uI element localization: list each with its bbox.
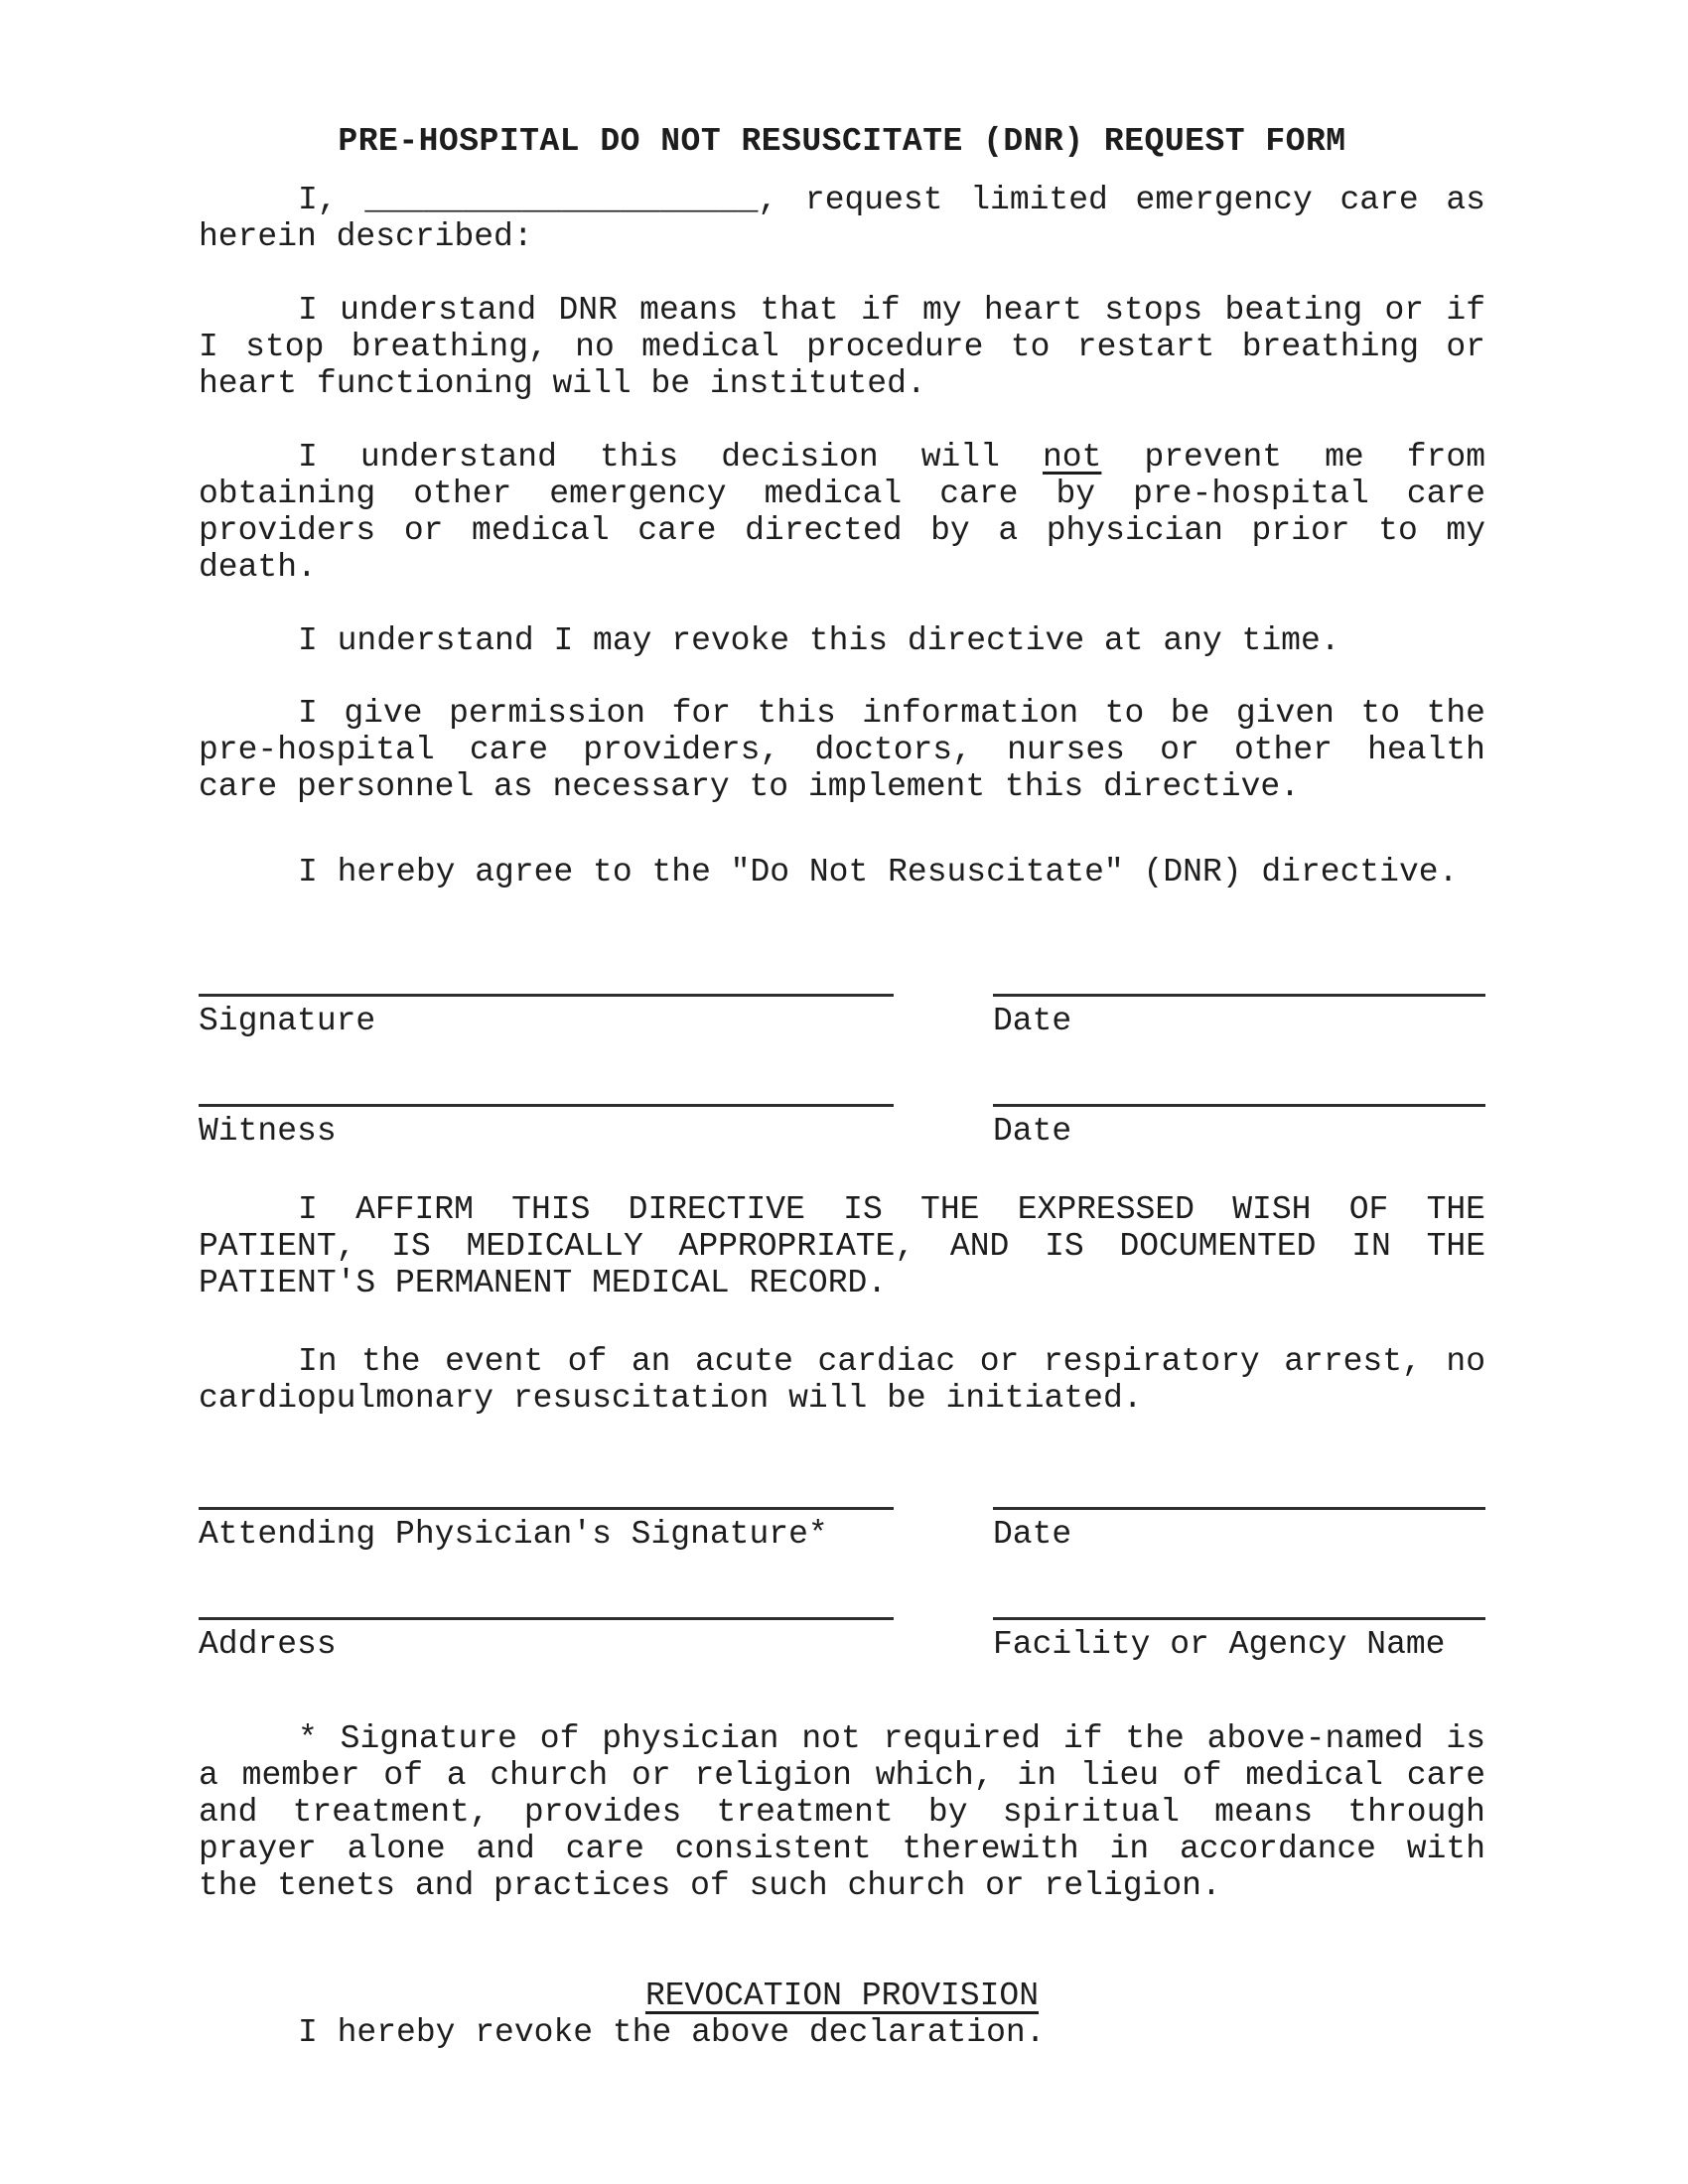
paragraph-line: prayer alone and care consistent therewith in accordance with	[199, 1831, 1485, 1867]
paragraph-line: herein described:	[199, 218, 533, 255]
date-line	[993, 1507, 1485, 1553]
revocation-provision-heading	[199, 1978, 1485, 2014]
paragraph-agree	[199, 854, 1485, 890]
paragraph-line: I AFFIRM THIS DIRECTIVE IS THE EXPRESSED WISH OF THE	[298, 1191, 1485, 1228]
signature-line	[199, 994, 894, 1039]
paragraph-line: PATIENT'S PERMANENT MEDICAL RECORD.	[199, 1265, 888, 1301]
signature-date-row	[199, 994, 1485, 1039]
date-label: Date	[993, 1113, 1072, 1150]
paragraph-revoke-anytime	[199, 622, 1485, 659]
witness-line	[199, 1104, 894, 1150]
paragraph-physician-exception	[199, 1720, 1485, 1904]
signature-label: Signature	[199, 1003, 376, 1039]
paragraph-line: obtaining other emergency medical care by pre-hospital care	[199, 476, 1485, 512]
address-line	[199, 1617, 894, 1663]
paragraph-line: In the event of an acute cardiac or respiratory arrest, no	[298, 1343, 1485, 1380]
address-facility-row	[199, 1617, 1485, 1663]
physician-signature-line	[199, 1507, 894, 1553]
paragraph-line: a member of a church or religion which, in lieu of medical care	[199, 1757, 1485, 1794]
name-blank-field: ____________________	[364, 182, 759, 218]
paragraph-line: PATIENT, IS MEDICALLY APPROPRIATE, AND IS DOCUMENTED IN THE	[199, 1228, 1485, 1265]
paragraph-line: * Signature of physician not required if the above-named is	[298, 1720, 1485, 1757]
address-label: Address	[199, 1626, 337, 1663]
paragraph-line: I understand DNR means that if my heart stops beating or if	[298, 292, 1485, 329]
paragraph-revoke-declaration	[199, 2014, 1485, 2051]
decision-line-post: prevent me from	[1101, 439, 1485, 476]
paragraph-line: I give permission for this information to be given to the	[298, 695, 1485, 732]
paragraph-line: I hereby revoke the above declaration.	[298, 2014, 1046, 2051]
form-title: PRE-HOSPITAL DO NOT RESUSCITATE (DNR) REQUEST FORM	[338, 123, 1346, 160]
paragraph-line: providers or medical care directed by a physician prior to my	[199, 512, 1485, 549]
request-line-pre: I,	[298, 182, 365, 218]
paragraph-permission	[199, 695, 1485, 805]
underlined-word-not: not	[1042, 439, 1102, 476]
paragraph-line: I stop breathing, no medical procedure to restart breathing or	[199, 329, 1485, 365]
date-label: Date	[993, 1516, 1072, 1553]
decision-line-pre: I understand this decision will	[298, 439, 1043, 476]
paragraph-line	[199, 439, 1485, 476]
date-line	[993, 994, 1485, 1039]
date-line	[993, 1104, 1485, 1150]
physician-signature-label: Attending Physician's Signature*	[199, 1516, 828, 1553]
paragraph-not-prevent	[199, 439, 1485, 586]
paragraph-line: death.	[199, 549, 317, 586]
paragraph-line: pre-hospital care providers, doctors, nurses or other health	[199, 732, 1485, 768]
paragraph-affirm	[199, 1191, 1485, 1301]
paragraph-no-cpr	[199, 1343, 1485, 1417]
witness-date-row	[199, 1104, 1485, 1150]
paragraph-line: I understand I may revoke this directive at any time.	[298, 622, 1340, 659]
request-line-post: , request limited emergency care as	[758, 182, 1485, 218]
paragraph-line: care personnel as necessary to implement this directive.	[199, 768, 1300, 805]
paragraph-line: heart functioning will be instituted.	[199, 365, 926, 402]
physician-signature-date-row	[199, 1507, 1485, 1553]
facility-line	[993, 1617, 1485, 1663]
date-label: Date	[993, 1003, 1072, 1039]
revocation-provision-heading-text: REVOCATION PROVISION	[644, 1978, 1040, 2014]
facility-label: Facility or Agency Name	[993, 1626, 1446, 1663]
paragraph-line: and treatment, provides treatment by spiritual means through	[199, 1794, 1485, 1831]
paragraph-line: cardiopulmonary resuscitation will be initiated.	[199, 1380, 1143, 1417]
paragraph-line: the tenets and practices of such church or religion.	[199, 1867, 1221, 1904]
witness-label: Witness	[199, 1113, 337, 1150]
paragraph-line: I hereby agree to the "Do Not Resuscitate" (DNR) directive.	[298, 854, 1459, 890]
paragraph-request	[199, 182, 1485, 255]
paragraph-dnr-meaning	[199, 292, 1485, 402]
paragraph-line	[199, 182, 1485, 218]
